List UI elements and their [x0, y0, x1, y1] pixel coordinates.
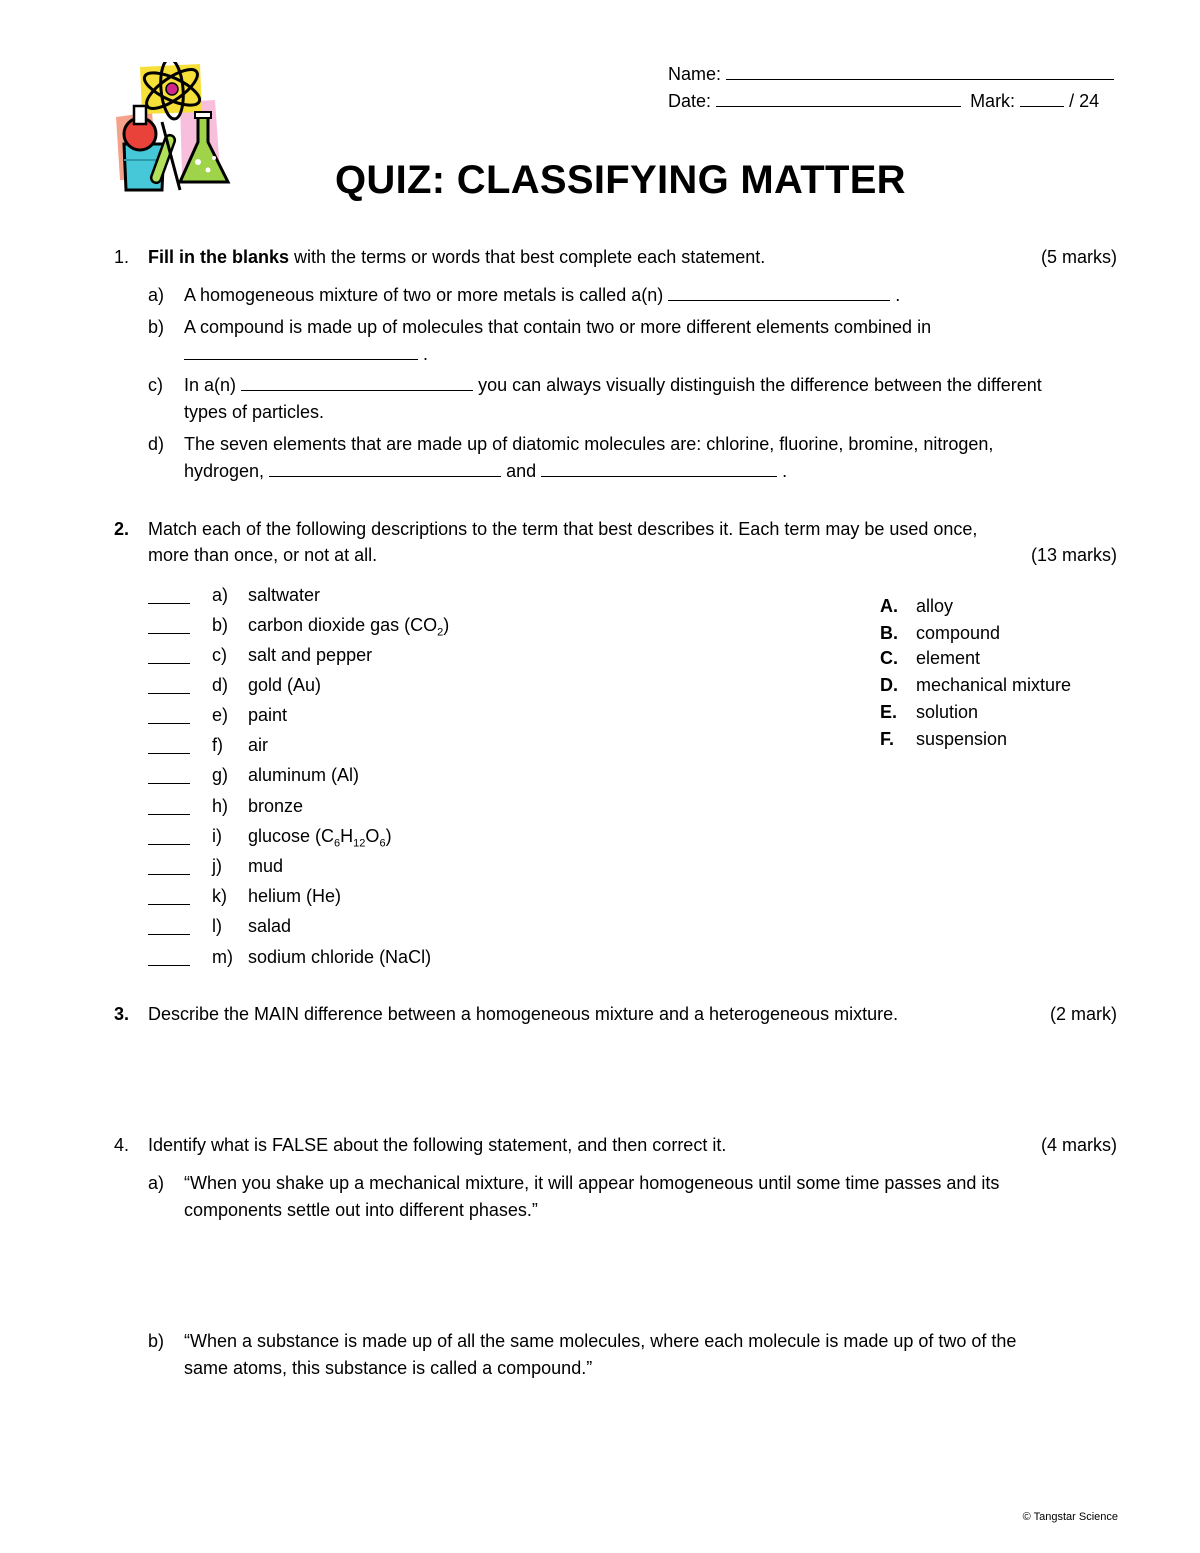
q1-prompt: with the terms or words that best complete each statement. [289, 247, 766, 267]
question-1 [114, 247, 765, 268]
question-2 [114, 519, 977, 540]
answer-blank[interactable] [148, 602, 190, 604]
q4-item-a: a) “When you shake up a mechanical mixture, it will appear homogeneous until some time passes and its [148, 1173, 1000, 1193]
option-item: C. element [880, 648, 981, 668]
answer-blank[interactable] [148, 873, 190, 875]
date-line [716, 106, 961, 107]
answer-blank[interactable] [148, 903, 190, 905]
answer-blank[interactable] [148, 813, 190, 815]
q1-item-d-cont: hydrogen, and . [184, 461, 788, 481]
date-field[interactable] [668, 91, 1099, 112]
q2-item: m) sodium chloride (NaCl) [148, 947, 431, 968]
mark-line [1020, 106, 1064, 107]
q2-item: f) air [148, 735, 268, 756]
date-label: Date: [668, 91, 712, 111]
mark-total: / 24 [1069, 91, 1100, 111]
q3-prompt: Describe the MAIN difference between a homogeneous mixture and a heterogeneous mixture. [148, 1004, 899, 1024]
q1d-blank-2[interactable] [541, 476, 777, 477]
answer-blank[interactable] [148, 662, 190, 664]
q1-item-b: b) A compound is made up of molecules that contain two or more different elements combined in [148, 317, 932, 337]
q4-prompt: Identify what is FALSE about the following statement, and then correct it. [148, 1135, 727, 1155]
q2-item: e) paint [148, 705, 287, 726]
answer-blank[interactable] [148, 692, 190, 694]
q1-marks: (5 marks) [1041, 247, 1117, 267]
q1-item-a: a) A homogeneous mixture of two or more metals is called a(n) . [148, 285, 901, 305]
option-item: B. compound [880, 623, 1001, 643]
answer-blank[interactable] [148, 964, 190, 966]
q2-number: 2. [114, 519, 130, 539]
answer-blank[interactable] [148, 843, 190, 845]
q1a-blank[interactable] [668, 300, 890, 301]
science-clipart-icon [110, 62, 235, 207]
q2-item: d) gold (Au) [148, 675, 321, 696]
q2-item: l) salad [148, 916, 291, 937]
answer-blank[interactable] [148, 722, 190, 724]
q2-item: h) bronze [148, 796, 303, 817]
q2-marks: (13 marks) [1030, 545, 1117, 565]
option-item: D. mechanical mixture [880, 675, 1072, 695]
answer-blank[interactable] [148, 782, 190, 784]
option-item: E. solution [880, 702, 979, 722]
q1-item-c: c) In a(n) you can always visually distinguish the difference between the different [148, 375, 1042, 395]
q1-item-d: d) The seven elements that are made up of diatomic molecules are: chlorine, fluorine, bromine, nitrogen, [148, 434, 994, 454]
mark-label: Mark: [970, 91, 1016, 111]
q2-item: c) salt and pepper [148, 645, 372, 666]
q1-number: 1. [114, 247, 130, 267]
option-item: A. alloy [880, 596, 954, 616]
q4-marks: (4 marks) [1041, 1135, 1117, 1155]
answer-blank[interactable] [148, 632, 190, 634]
page-title: QUIZ: CLASSIFYING MATTER [335, 158, 906, 202]
q2-item: k) helium (He) [148, 886, 341, 907]
q1-prompt-bold: Fill in the blanks [148, 247, 290, 267]
q4-item-a-cont: components settle out into different phases.” [184, 1200, 538, 1220]
q3-marks: (2 mark) [1050, 1004, 1117, 1024]
question-4 [114, 1135, 726, 1156]
name-label: Name: [668, 64, 722, 84]
q2-item: i) glucose $(C_6H_{12}O_6)$ [148, 826, 392, 850]
q1-item-c-cont: types of particles. [184, 402, 325, 422]
option-item: F. suspension [880, 729, 1008, 749]
q2-prompt-1: Match each of the following descriptions to the term that best describes it. Each term may be used once, [148, 519, 978, 539]
question-3 [114, 1004, 898, 1025]
q4-item-b: b) “When a substance is made up of all the same molecules, where each molecule is made up of two of the [148, 1331, 1017, 1351]
name-line [726, 79, 1114, 80]
q1-item-b-cont: . [184, 344, 428, 365]
q3-number: 3. [114, 1004, 130, 1024]
q1c-blank[interactable] [241, 390, 473, 391]
copyright-footer: © Tangstar Science [1022, 1511, 1118, 1523]
q1b-blank[interactable] [184, 359, 418, 360]
q2-item: g) aluminum (Al) [148, 765, 359, 786]
q1d-blank-1[interactable] [269, 476, 501, 477]
q2-item: j) mud [148, 856, 283, 877]
name-field[interactable] [668, 64, 1114, 85]
q4-item-b-cont: same atoms, this substance is called a compound.” [184, 1358, 593, 1378]
q4-number: 4. [114, 1135, 130, 1155]
answer-blank[interactable] [148, 933, 190, 935]
answer-blank[interactable] [148, 752, 190, 754]
q2-item: a) saltwater [148, 585, 320, 606]
q2-item: b) carbon dioxide gas $(CO_2)$ [148, 615, 449, 639]
q2-prompt-2: more than once, or not at all. [148, 545, 378, 565]
